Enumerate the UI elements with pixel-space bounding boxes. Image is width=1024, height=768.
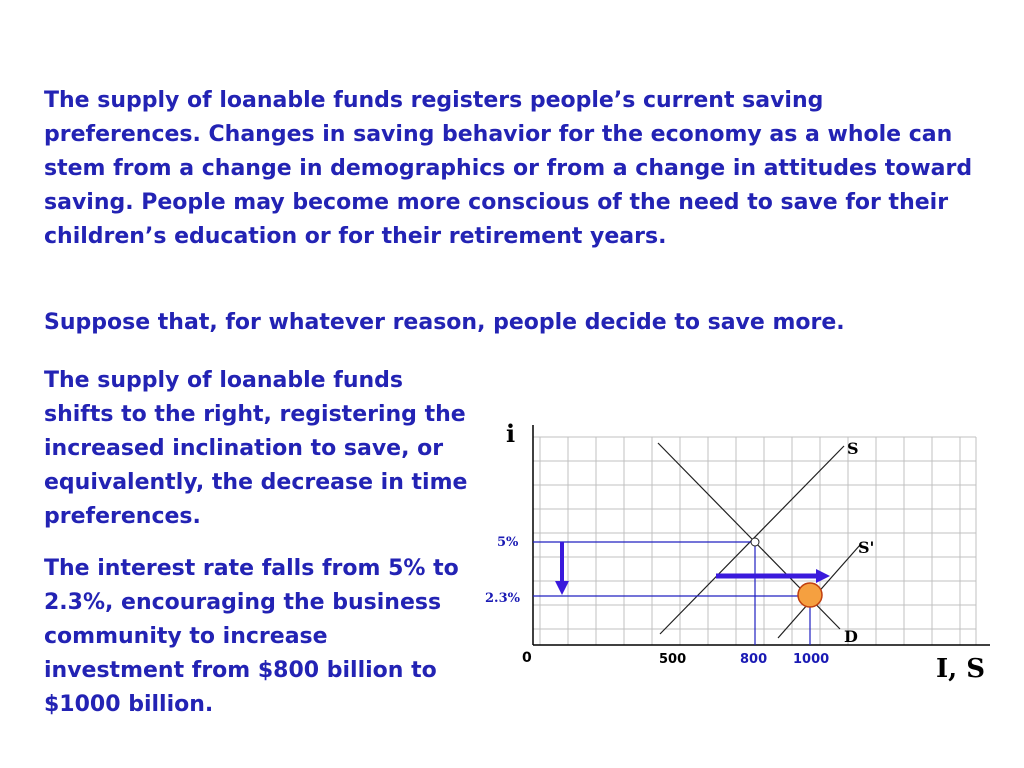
x-tick-label-500: 500 xyxy=(659,652,687,667)
x-tick-label-800: 800 xyxy=(740,652,768,667)
rate-fall-arrow xyxy=(555,542,569,595)
new-equilibrium-point xyxy=(798,583,822,607)
intro-paragraph: The supply of loanable funds registers people’s current saving preferences. Changes in saving behavior for the economy as a whole can stem from a change in demographics or from a change in attitudes toward saving. People may become more conscious of the need to save for their children’s education or for their retirement years. xyxy=(44,88,973,249)
x-tick-label-1000: 1000 xyxy=(793,652,830,667)
origin-label: 0 xyxy=(522,650,532,666)
supposition-paragraph: Suppose that, for whatever reason, people decide to save more. xyxy=(44,310,845,335)
supply-shift-paragraph: The supply of loanable funds shifts to the right, registering the increased inclination to save, or equivalently, the decrease in time preferences. xyxy=(44,368,468,529)
y-tick-label-2-3-percent: 2.3% xyxy=(485,591,520,606)
interest-rate-paragraph: The interest rate falls from 5% to 2.3%, encouraging the business community to increase investment from $800 billion to $1000 billion. xyxy=(44,556,459,717)
shifted-supply-curve-label: S' xyxy=(858,538,875,557)
initial-equilibrium-point xyxy=(751,538,759,546)
supply-curve-label: S xyxy=(847,439,859,458)
y-tick-label-5-percent: 5% xyxy=(497,535,519,550)
demand-curve-label: D xyxy=(844,627,858,646)
loanable-funds-diagram xyxy=(478,405,1008,690)
y-axis-label: i xyxy=(506,419,516,448)
x-axis-label: I, S xyxy=(936,654,986,684)
